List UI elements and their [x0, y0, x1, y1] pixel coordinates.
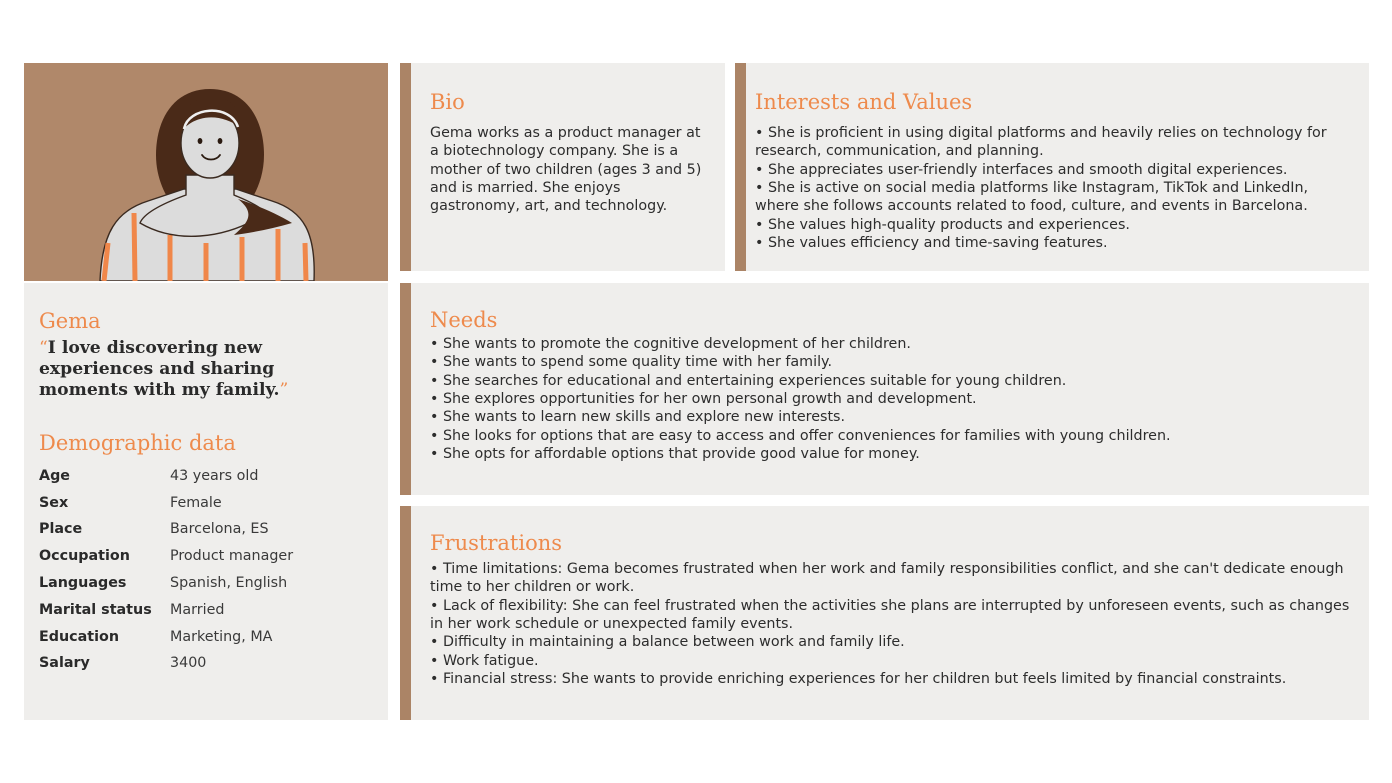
list-item: • She wants to spend some quality time with her family. [430, 353, 1353, 371]
demographic-label: Education [39, 628, 120, 645]
demographic-row [39, 650, 293, 677]
list-item: • She looks for options that are easy to access and offer conveniences for families with young children. [430, 427, 1353, 445]
demographic-label: Age [39, 467, 70, 484]
list-item: • She wants to promote the cognitive development of her children. [430, 335, 1353, 353]
demographic-value: Marketing, MA [170, 628, 273, 645]
frustrations-card [400, 506, 1369, 720]
quote-close-mark: ” [279, 380, 289, 401]
demographic-row [39, 623, 293, 650]
demographic-value: 3400 [170, 655, 207, 672]
needs-card [400, 283, 1369, 495]
persona-name: Gema [39, 309, 101, 333]
card-accent-bar [735, 63, 746, 271]
list-item: • She is proficient in using digital platforms and heavily relies on technology for research, communication, and planning. [755, 124, 1353, 161]
demographic-label: Sex [39, 494, 69, 511]
demographic-label: Languages [39, 574, 127, 591]
list-item: • She values high-quality products and experiences. [755, 216, 1353, 234]
demographic-label: Salary [39, 655, 90, 672]
card-accent-bar [400, 506, 411, 720]
demographic-label: Occupation [39, 548, 130, 565]
list-item: • Lack of flexibility: She can feel frustrated when the activities she plans are interrupted by unforeseen events, such as changes in her work schedule or unexpected family events. [430, 597, 1353, 634]
quote-open-mark: “ [39, 338, 48, 359]
frustrations-heading: Frustrations [430, 531, 563, 555]
quote-text: I love discovering new experiences and sharing moments with my family. [39, 338, 280, 401]
persona-quote [39, 338, 369, 401]
demographic-value: Barcelona, ES [170, 521, 269, 538]
interests-card [735, 63, 1369, 271]
profile-card [24, 283, 388, 720]
demographic-label: Place [39, 521, 83, 538]
demographic-row [39, 489, 293, 516]
list-item: • Work fatigue. [430, 652, 1353, 670]
frustrations-list [430, 560, 1353, 688]
needs-heading: Needs [430, 308, 498, 332]
woman-illustration-icon [24, 63, 388, 281]
list-item: • She explores opportunities for her own personal growth and development. [430, 390, 1353, 408]
list-item: • Difficulty in maintaining a balance between work and family life. [430, 633, 1353, 651]
demographic-row [39, 570, 293, 597]
list-item: • She appreciates user-friendly interfaces and smooth digital experiences. [755, 161, 1353, 179]
list-item: • Financial stress: She wants to provide enriching experiences for her children but feels limited by financial constraints. [430, 670, 1353, 688]
card-accent-bar [400, 283, 411, 495]
list-item: • She values efficiency and time-saving features. [755, 234, 1353, 252]
bio-card [400, 63, 725, 271]
demographic-row [39, 543, 293, 570]
list-item: • She wants to learn new skills and explore new interests. [430, 408, 1353, 426]
interests-list [755, 124, 1353, 252]
list-item: • She opts for affordable options that provide good value for money. [430, 445, 1353, 463]
bio-heading: Bio [430, 90, 465, 114]
demographic-value: Female [170, 494, 222, 511]
demographics-table [39, 462, 293, 676]
demographic-value: Married [170, 601, 225, 618]
list-item: • She searches for educational and entertaining experiences suitable for young children. [430, 372, 1353, 390]
list-item: • She is active on social media platforms like Instagram, TikTok and LinkedIn, where she follows accounts related to food, culture, and events in Barcelona. [755, 179, 1353, 216]
demographic-value: 43 years old [170, 467, 259, 484]
card-accent-bar [400, 63, 411, 271]
interests-heading: Interests and Values [755, 90, 973, 114]
demographic-value: Product manager [170, 548, 294, 565]
demographic-row [39, 516, 293, 543]
list-item: • Time limitations: Gema becomes frustrated when her work and family responsibilities conflict, and she can't dedicate enough time to her children or work. [430, 560, 1353, 597]
demographic-value: Spanish, English [170, 574, 288, 591]
demographic-row [39, 596, 293, 623]
bio-text: Gema works as a product manager at a biotechnology company. She is a mother of two children (ages 3 and 5) and is married. She enjoys gastronomy, art, and technology. [430, 125, 702, 215]
demographic-label: Marital status [39, 601, 152, 618]
demographic-row [39, 462, 293, 489]
persona-portrait [24, 63, 388, 281]
needs-list [430, 335, 1353, 463]
demographics-heading: Demographic data [39, 431, 236, 456]
